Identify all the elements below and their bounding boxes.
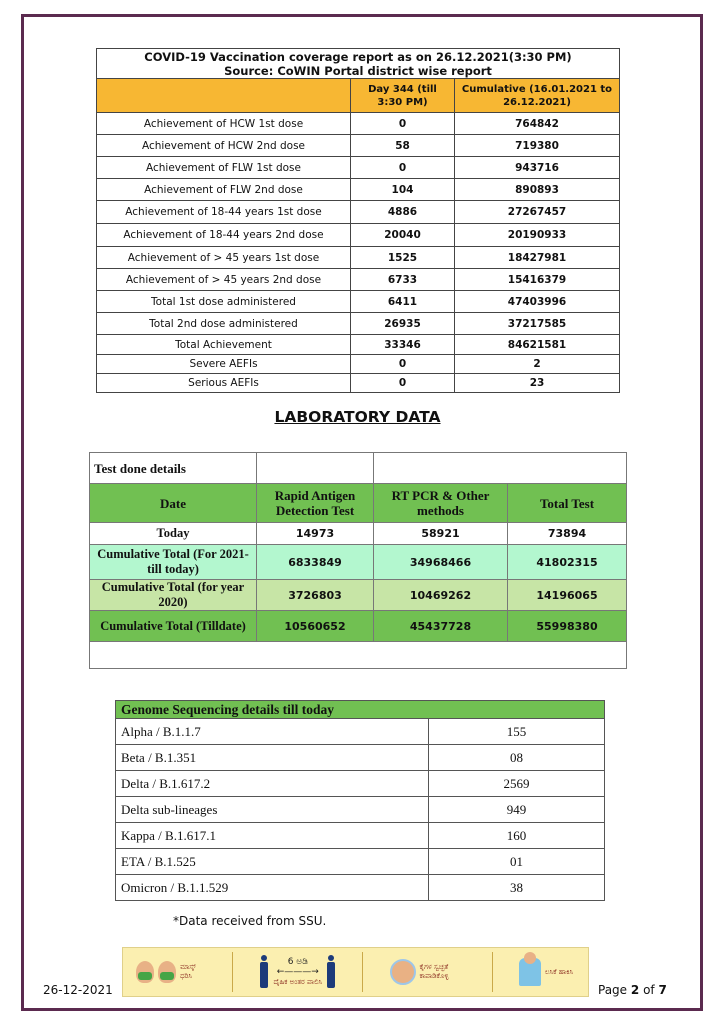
person-icon [326, 955, 336, 989]
mask-text: ಮಾಸ್ಕ್ ಧರಿಸಿ [180, 963, 196, 980]
lab-header-rapid: Rapid Antigen Detection Test [257, 484, 374, 523]
lab-row-cumulative-tilldate: Cumulative Total (Tilldate) 10560652 45437728 55998380 [90, 611, 627, 642]
variant-name: Alpha / B.1.1.7 [116, 719, 429, 745]
row-label: Total 1st dose administered [97, 291, 351, 313]
cumulative-value: 20190933 [455, 224, 620, 247]
genome-row [116, 823, 605, 849]
variant-name: Beta / B.1.351 [116, 745, 429, 771]
vaccination-row [97, 374, 620, 393]
day-value: 6733 [351, 269, 455, 291]
lab-table [89, 452, 627, 669]
day-value: 4886 [351, 201, 455, 224]
variant-count: 01 [429, 849, 605, 875]
row-label: Total Achievement [97, 335, 351, 355]
day-value: 0 [351, 355, 455, 374]
row-label: Achievement of FLW 1st dose [97, 157, 351, 179]
vaccination-row [97, 179, 620, 201]
vaccination-row [97, 291, 620, 313]
cumulative-value: 890893 [455, 179, 620, 201]
covid-guidelines-banner [122, 947, 589, 997]
cumulative-value: 18427981 [455, 247, 620, 269]
row-label: Achievement of HCW 2nd dose [97, 135, 351, 157]
variant-count: 160 [429, 823, 605, 849]
genome-row [116, 797, 605, 823]
lab-header-rtpcr: RT PCR & Other methods [374, 484, 508, 523]
vaccination-row [97, 157, 620, 179]
vaccination-table [96, 48, 620, 393]
vaccination-row [97, 269, 620, 291]
day-value: 33346 [351, 335, 455, 355]
variant-count: 08 [429, 745, 605, 771]
cumulative-value: 27267457 [455, 201, 620, 224]
row-label: Achievement of > 45 years 2nd dose [97, 269, 351, 291]
variant-count: 949 [429, 797, 605, 823]
person-icon [259, 955, 269, 989]
vaccination-row [97, 113, 620, 135]
lab-caption: Test done details [90, 453, 257, 484]
cumulative-value: 84621581 [455, 335, 620, 355]
row-label: Severe AEFIs [97, 355, 351, 374]
vaccination-row [97, 247, 620, 269]
cumulative-value: 23 [455, 374, 620, 393]
cumulative-value: 15416379 [455, 269, 620, 291]
variant-count: 2569 [429, 771, 605, 797]
variant-name: Omicron / B.1.1.529 [116, 875, 429, 901]
row-label: Total 2nd dose administered [97, 313, 351, 335]
genome-row [116, 849, 605, 875]
day-value: 0 [351, 157, 455, 179]
genome-row [116, 771, 605, 797]
row-label: Achievement of FLW 2nd dose [97, 179, 351, 201]
cumulative-value: 943716 [455, 157, 620, 179]
day-value: 20040 [351, 224, 455, 247]
row-label: Achievement of HCW 1st dose [97, 113, 351, 135]
page-number: Page 2 of 7 [598, 983, 667, 997]
lab-header-row [90, 484, 627, 523]
vaccination-row [97, 201, 620, 224]
masked-face-icon [136, 961, 154, 983]
genome-row [116, 719, 605, 745]
handwash-panel: ಕೈಗಳ ಸ್ವಚ್ಛತೆ ಕಾಪಾಡಿಕೊಳ್ಳಿ [390, 959, 466, 985]
day-value: 58 [351, 135, 455, 157]
lab-header-total: Total Test [508, 484, 627, 523]
genome-row [116, 875, 605, 901]
variant-name: ETA / B.1.525 [116, 849, 429, 875]
day-value: 1525 [351, 247, 455, 269]
row-label: Achievement of 18-44 years 1st dose [97, 201, 351, 224]
cumulative-column-header: Cumulative (16.01.2021 to 26.12.2021) [455, 79, 620, 113]
mask-panel [136, 961, 206, 983]
cumulative-value: 47403996 [455, 291, 620, 313]
genome-title: Genome Sequencing details till today [116, 701, 605, 719]
lab-row-cumulative-2021: Cumulative Total (For 2021- till today) 6833849 34968466 41802315 [90, 545, 627, 580]
lab-row-cumulative-2020: Cumulative Total (for year 2020) 3726803 10469262 14196065 [90, 580, 627, 611]
data-source-note: *Data received from SSU. [173, 914, 327, 928]
day-value: 0 [351, 113, 455, 135]
vaccination-header-row [97, 79, 620, 113]
day-value: 0 [351, 374, 455, 393]
variant-name: Delta / B.1.617.2 [116, 771, 429, 797]
genome-row [116, 745, 605, 771]
footer-date: 26-12-2021 [43, 983, 113, 997]
cumulative-value: 2 [455, 355, 620, 374]
day-column-header: Day 344 (till 3:30 PM) [351, 79, 455, 113]
genome-table [115, 700, 605, 901]
cumulative-value: 37217585 [455, 313, 620, 335]
variant-name: Kappa / B.1.617.1 [116, 823, 429, 849]
vaccination-row [97, 224, 620, 247]
variant-count: 38 [429, 875, 605, 901]
doctor-vaccination-icon [519, 958, 541, 986]
vaccination-row [97, 335, 620, 355]
handwash-icon [390, 959, 416, 985]
lab-header-date: Date [90, 484, 257, 523]
vaccination-row [97, 355, 620, 374]
vaccination-row [97, 313, 620, 335]
row-label: Serious AEFIs [97, 374, 351, 393]
row-label: Achievement of > 45 years 1st dose [97, 247, 351, 269]
row-label: Achievement of 18-44 years 2nd dose [97, 224, 351, 247]
day-value: 26935 [351, 313, 455, 335]
variant-count: 155 [429, 719, 605, 745]
masked-face-icon [158, 961, 176, 983]
lab-row-today: Today 14973 58921 73894 [90, 523, 627, 545]
variant-name: Delta sub-lineages [116, 797, 429, 823]
distance-panel: 6 ಅಡಿ ←———→ ದೈಹಿಕ ಅಂತರ ಪಾಲಿಸಿ [259, 955, 336, 989]
day-value: 6411 [351, 291, 455, 313]
vaccine-panel: ಲಸಿಕೆ ಹಾಕಿಸಿ [519, 958, 575, 986]
laboratory-data-heading: LABORATORY DATA [274, 408, 441, 426]
cumulative-value: 764842 [455, 113, 620, 135]
arrow-icon: ←———→ [276, 967, 319, 977]
cumulative-value: 719380 [455, 135, 620, 157]
vaccination-row [97, 135, 620, 157]
day-value: 104 [351, 179, 455, 201]
vaccination-title: COVID-19 Vaccination coverage report as on 26.12.2021(3:30 PM) Source: CoWIN Portal district wise report [97, 49, 620, 79]
